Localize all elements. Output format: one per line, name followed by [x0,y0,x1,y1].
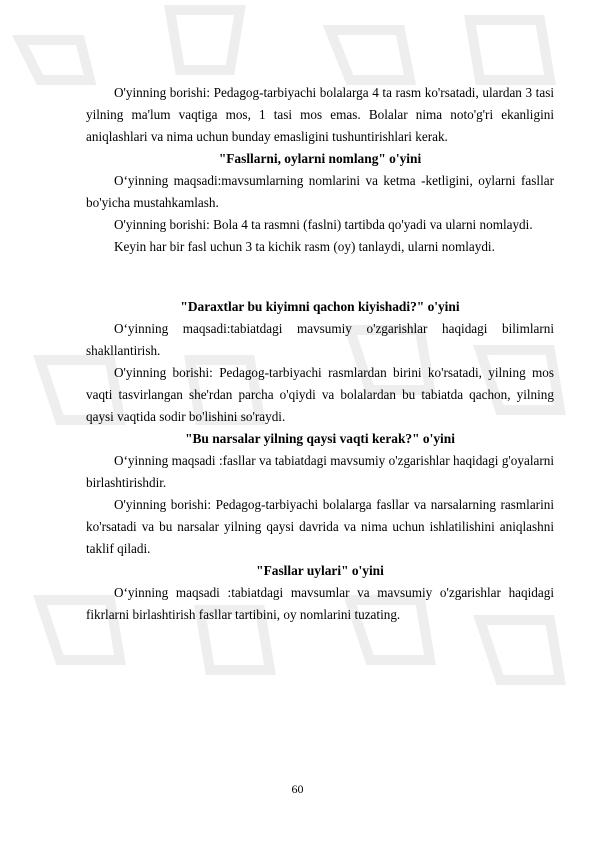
heading-seasons-months-game: "Fasllarni, oylarni nomlang" o'yini [218,151,422,166]
paragraph-game-procedure-2: O'yinning borishi: Bola 4 ta rasmni (faslni) tartibda qo'yadi va ularni nomlaydi. [114,217,533,232]
heading-trees-clothes-game: "Daraxtlar bu kiyimni qachon kiyishadi?" o'yini [180,299,460,314]
heading-items-season-game: "Bu narsalar yilning qaysi vaqti kerak?" o'yini [185,431,455,446]
paragraph-game-procedure-4: O'yinning borishi: Pedagog-tarbiyachi bolalarga fasllar va narsalarning rasmlarini ko'rsatadi va bu narsalar yilning qaysi davrida va nima uchun ishlatilishini aniqlashni taklif qiladi. [86,497,554,556]
text-body [86,82,554,626]
heading-season-houses-game: "Fasllar uylari" o'yini [256,563,384,578]
page-number: 60 [291,782,304,796]
section-gap [86,258,554,296]
paragraph-game-procedure-3: O'yinning borishi: Pedagog-tarbiyachi rasmlardan birini ko'rsatadi, yilning mos vaqti tasvirlangan she'rdan parcha o'qiydi va bolalardan bu tabiatda qachon, yilning qaysi vaqtida sodir bo'lishini so'raydi. [86,365,554,424]
paragraph-game-goal-3: O‘yinning maqsadi :fasllar va tabiatdagi mavsumiy o'zgarishlar haqidagi g'oyalarni birlashtirishdir. [86,453,554,490]
paragraph-game-goal-4: O‘yinning maqsadi :tabiatdagi mavsumlar va mavsumiy o'zgarishlar haqidagi fikrlarni birlashtirish fasllar tartibini, oy nomlarini tuzating. [86,585,554,622]
paragraph-game-procedure-1: O'yinning borishi: Pedagog-tarbiyachi bolalarga 4 ta rasm ko'rsatadi, ulardan 3 tasi yilning ma'lum vaqtiga mos, 1 tasi mos emas. Bolalar nima noto'g'ri ekanligini aniqlashlari va nima uchun bunday emasligini tushuntirishlari kerak. [86,85,554,144]
paragraph-game-goal-1: O‘yinning maqsadi:mavsumlarning nomlarini va ketma -ketligini, oylarni fasllar bo'yicha mustahkamlash. [86,173,554,210]
paragraph-game-procedure-2b: Keyin har bir fasl uchun 3 ta kichik rasm (oy) tanlaydi, ularni nomlaydi. [114,239,495,254]
paragraph-game-goal-2: O‘yinning maqsadi:tabiatdagi mavsumiy o'zgarishlar haqidagi bilimlarni shakllantirish. [86,321,554,358]
